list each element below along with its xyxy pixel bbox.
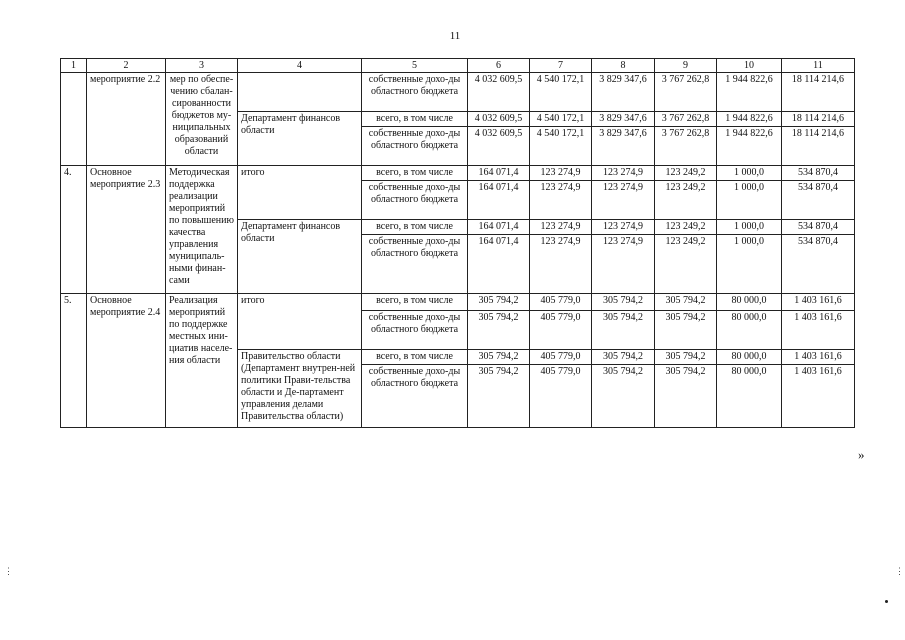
budget-table bbox=[60, 58, 855, 428]
value-cell: 18 114 214,6 bbox=[782, 127, 855, 166]
left-edge-mark: ⋮ bbox=[4, 566, 13, 576]
value-cell: 1 944 822,6 bbox=[717, 127, 782, 166]
column-header: 5 bbox=[362, 59, 468, 73]
right-edge-mark: ⋮ bbox=[895, 566, 904, 576]
value-cell: 164 071,4 bbox=[468, 166, 530, 181]
value-cell: 123 274,9 bbox=[530, 181, 592, 220]
table-row bbox=[61, 166, 855, 181]
value-cell: 305 794,2 bbox=[468, 365, 530, 428]
value-cell: 80 000,0 bbox=[717, 365, 782, 428]
value-cell: 1 944 822,6 bbox=[717, 73, 782, 112]
column-header: 7 bbox=[530, 59, 592, 73]
value-cell: 18 114 214,6 bbox=[782, 112, 855, 127]
value-cell: 1 403 161,6 bbox=[782, 365, 855, 428]
value-cell: 123 274,9 bbox=[592, 181, 655, 220]
value-cell: 3 829 347,6 bbox=[592, 127, 655, 166]
column-header: 10 bbox=[717, 59, 782, 73]
funding-source-cell: собственные дохо-ды областного бюджета bbox=[362, 181, 468, 220]
column-header: 4 bbox=[238, 59, 362, 73]
value-cell: 305 794,2 bbox=[655, 294, 717, 311]
value-cell: 1 000,0 bbox=[717, 235, 782, 294]
value-cell: 305 794,2 bbox=[468, 294, 530, 311]
value-cell: 3 829 347,6 bbox=[592, 73, 655, 112]
column-header: 9 bbox=[655, 59, 717, 73]
value-cell: 18 114 214,6 bbox=[782, 73, 855, 112]
funding-source-cell: всего, в том числе bbox=[362, 166, 468, 181]
value-cell: 305 794,2 bbox=[592, 350, 655, 365]
value-cell: 123 249,2 bbox=[655, 166, 717, 181]
funding-source-cell: собственные дохо-ды областного бюджета bbox=[362, 365, 468, 428]
column-header: 11 bbox=[782, 59, 855, 73]
closing-quote: » bbox=[858, 447, 865, 462]
measure-description-cell: мер по обеспе-чению сбалан-сированности бюджетов му-ниципальных образований области bbox=[166, 73, 238, 166]
row-number-cell bbox=[61, 73, 87, 166]
value-cell: 80 000,0 bbox=[717, 311, 782, 350]
measure-description-cell: Методическая поддержка реализации мероприятий по повышению качества управления муниципаль-ными финан-сами bbox=[166, 166, 238, 294]
column-header: 2 bbox=[87, 59, 166, 73]
column-header: 8 bbox=[592, 59, 655, 73]
value-cell: 4 032 609,5 bbox=[468, 73, 530, 112]
value-cell: 305 794,2 bbox=[592, 365, 655, 428]
measure-name-cell: Основное мероприятие 2.3 bbox=[87, 166, 166, 294]
value-cell: 1 403 161,6 bbox=[782, 294, 855, 311]
measure-name-cell: Основное мероприятие 2.4 bbox=[87, 294, 166, 428]
value-cell: 3 767 262,8 bbox=[655, 127, 717, 166]
measure-description-cell: Реализация мероприятий по поддержке местных ини-циатив населе-ния области bbox=[166, 294, 238, 428]
value-cell: 3 767 262,8 bbox=[655, 112, 717, 127]
column-header: 6 bbox=[468, 59, 530, 73]
value-cell: 305 794,2 bbox=[655, 311, 717, 350]
value-cell: 80 000,0 bbox=[717, 294, 782, 311]
scan-dot bbox=[885, 600, 888, 603]
value-cell: 4 032 609,5 bbox=[468, 112, 530, 127]
value-cell: 123 274,9 bbox=[530, 220, 592, 235]
table-row bbox=[61, 294, 855, 311]
funding-source-cell: всего, в том числе bbox=[362, 294, 468, 311]
value-cell: 305 794,2 bbox=[592, 294, 655, 311]
funding-source-cell: всего, в том числе bbox=[362, 350, 468, 365]
value-cell: 4 540 172,1 bbox=[530, 73, 592, 112]
measure-name-cell: мероприятие 2.2 bbox=[87, 73, 166, 166]
value-cell: 4 032 609,5 bbox=[468, 127, 530, 166]
value-cell: 3 767 262,8 bbox=[655, 73, 717, 112]
value-cell: 123 249,2 bbox=[655, 220, 717, 235]
executor-cell: итого bbox=[238, 166, 362, 220]
funding-source-cell: собственные дохо-ды областного бюджета bbox=[362, 73, 468, 112]
value-cell: 405 779,0 bbox=[530, 365, 592, 428]
funding-source-cell: собственные дохо-ды областного бюджета bbox=[362, 311, 468, 350]
value-cell: 1 000,0 bbox=[717, 166, 782, 181]
value-cell: 534 870,4 bbox=[782, 235, 855, 294]
value-cell: 305 794,2 bbox=[468, 311, 530, 350]
value-cell: 123 274,9 bbox=[530, 235, 592, 294]
value-cell: 123 274,9 bbox=[592, 235, 655, 294]
value-cell: 1 000,0 bbox=[717, 181, 782, 220]
value-cell: 534 870,4 bbox=[782, 220, 855, 235]
column-header: 1 bbox=[61, 59, 87, 73]
value-cell: 123 249,2 bbox=[655, 181, 717, 220]
row-number-cell: 4. bbox=[61, 166, 87, 294]
value-cell: 164 071,4 bbox=[468, 220, 530, 235]
value-cell: 1 944 822,6 bbox=[717, 112, 782, 127]
executor-cell bbox=[238, 73, 362, 112]
executor-cell: Департамент финансов области bbox=[238, 112, 362, 166]
value-cell: 305 794,2 bbox=[655, 365, 717, 428]
value-cell: 1 403 161,6 bbox=[782, 311, 855, 350]
value-cell: 164 071,4 bbox=[468, 181, 530, 220]
executor-cell: Правительство области (Департамент внутрен-ней политики Прави-тельства области и Де-партамент управления делами Правительства области) bbox=[238, 350, 362, 428]
value-cell: 305 794,2 bbox=[592, 311, 655, 350]
value-cell: 4 540 172,1 bbox=[530, 112, 592, 127]
funding-source-cell: собственные дохо-ды областного бюджета bbox=[362, 127, 468, 166]
value-cell: 3 829 347,6 bbox=[592, 112, 655, 127]
header-row bbox=[61, 59, 855, 73]
value-cell: 123 274,9 bbox=[592, 220, 655, 235]
funding-source-cell: всего, в том числе bbox=[362, 220, 468, 235]
row-number-cell: 5. bbox=[61, 294, 87, 428]
value-cell: 4 540 172,1 bbox=[530, 127, 592, 166]
value-cell: 164 071,4 bbox=[468, 235, 530, 294]
funding-source-cell: собственные дохо-ды областного бюджета bbox=[362, 235, 468, 294]
value-cell: 405 779,0 bbox=[530, 294, 592, 311]
value-cell: 123 274,9 bbox=[530, 166, 592, 181]
value-cell: 80 000,0 bbox=[717, 350, 782, 365]
value-cell: 534 870,4 bbox=[782, 181, 855, 220]
value-cell: 305 794,2 bbox=[468, 350, 530, 365]
value-cell: 123 274,9 bbox=[592, 166, 655, 181]
executor-cell: Департамент финансов области bbox=[238, 220, 362, 294]
value-cell: 405 779,0 bbox=[530, 350, 592, 365]
value-cell: 534 870,4 bbox=[782, 166, 855, 181]
executor-cell: итого bbox=[238, 294, 362, 350]
value-cell: 405 779,0 bbox=[530, 311, 592, 350]
table-row bbox=[61, 73, 855, 112]
page-number: 11 bbox=[449, 30, 461, 42]
value-cell: 1 403 161,6 bbox=[782, 350, 855, 365]
value-cell: 1 000,0 bbox=[717, 220, 782, 235]
value-cell: 123 249,2 bbox=[655, 235, 717, 294]
value-cell: 305 794,2 bbox=[655, 350, 717, 365]
funding-source-cell: всего, в том числе bbox=[362, 112, 468, 127]
column-header: 3 bbox=[166, 59, 238, 73]
